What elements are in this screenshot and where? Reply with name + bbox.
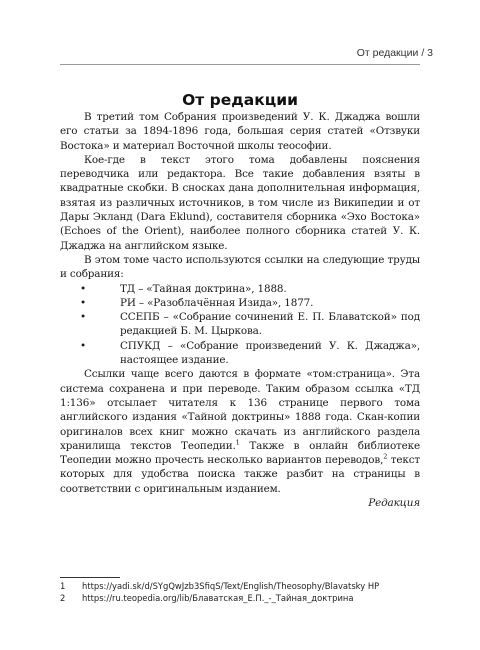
citation-text-part-3: текст которых для удобства поиска также разбит на страницы в соответствии с оригинальным изданием. (60, 454, 420, 495)
list-item (60, 296, 420, 310)
footnote-number: 2 (60, 592, 66, 603)
paragraph-editorial-notes: Кое-где в текст этого тома добавлены пояснения переводчика или редактора. Все такие добавления взяты в квадратные скобки. В сносках дана дополнительная информация, взятая из различных источников, в том числе из Википедии и от Дары Экланд (Dara Eklund), составителя сборника «Эхо Востока» (Echoes of the Orient), наиболее полного сборника статей У. К. Джаджа на английском языке. (60, 153, 420, 252)
footnote-2 (60, 593, 420, 605)
list-item (60, 310, 420, 339)
paragraph-references-intro: В этом томе часто используются ссылки на следующие труды и собрания: (60, 253, 420, 281)
header-rule (60, 64, 420, 65)
bullet-icon: • (80, 339, 86, 352)
signature: Редакция (368, 497, 420, 510)
footnote-link[interactable]: https://ru.teopedia.org/lib/Блаватская_Е.П._-_Тайная_доктрина (82, 592, 354, 603)
bullet-icon: • (80, 296, 86, 309)
footnote-number: 1 (60, 581, 66, 591)
list-item-text: СПУКД – «Собрание произведений У. К. Джаджа», настоящее издание. (120, 339, 420, 367)
footnote-mark-2[interactable]: 2 (383, 452, 388, 461)
list-item (60, 339, 420, 368)
page-title: От редакции (182, 91, 298, 109)
paragraph-citation-format (60, 367, 420, 496)
citation-text-part-1: Ссылки чаще всего даются в формате «том:страница». Эта система сохранена и при переводе. Таким образом ссылка «ТД 1:136» отсылает читателя к 136 странице первого тома английского издания «Тайной доктрины» 1888 года. Скан-копии оригиналов всех книг можно скачать из английского раздела хранилища текстов Теопедии. (60, 368, 420, 452)
paragraph-intro: В третий том Собрания произведений У. К. Джаджа вошли его статьи за 1894-1896 года, большая серия статей «Отзвуки Востока» и материал Восточной школы теософии. (60, 111, 420, 152)
abbreviation-list (60, 282, 420, 368)
bullet-icon: • (80, 282, 86, 295)
running-head: От редакции / 3 (356, 47, 433, 59)
footnote-rule (60, 577, 120, 578)
footnote-mark-1[interactable]: 1 (235, 438, 240, 447)
list-item-text: РИ – «Разоблачённая Изида», 1877. (120, 296, 314, 309)
footnote-link[interactable]: https://yadi.sk/d/SYgQwJzb3SfiqS/Text/English/Theosophy/Blavatsky HP (82, 581, 380, 591)
footnotes (60, 581, 420, 604)
citation-text-part-2: Также в онлайн библиотеке Теопедии можно прочесть несколько вариантов переводов, (60, 439, 420, 467)
body-text (60, 110, 420, 510)
bullet-icon: • (80, 311, 86, 324)
list-item (60, 282, 420, 296)
list-item-text: ССЕПБ – «Собрание сочинений Е. П. Блаватской» под редакцией Б. М. Цыркова. (120, 311, 420, 338)
list-item-text: ТД – «Тайная доктрина», 1888. (120, 282, 287, 295)
footnote-1 (60, 581, 420, 593)
